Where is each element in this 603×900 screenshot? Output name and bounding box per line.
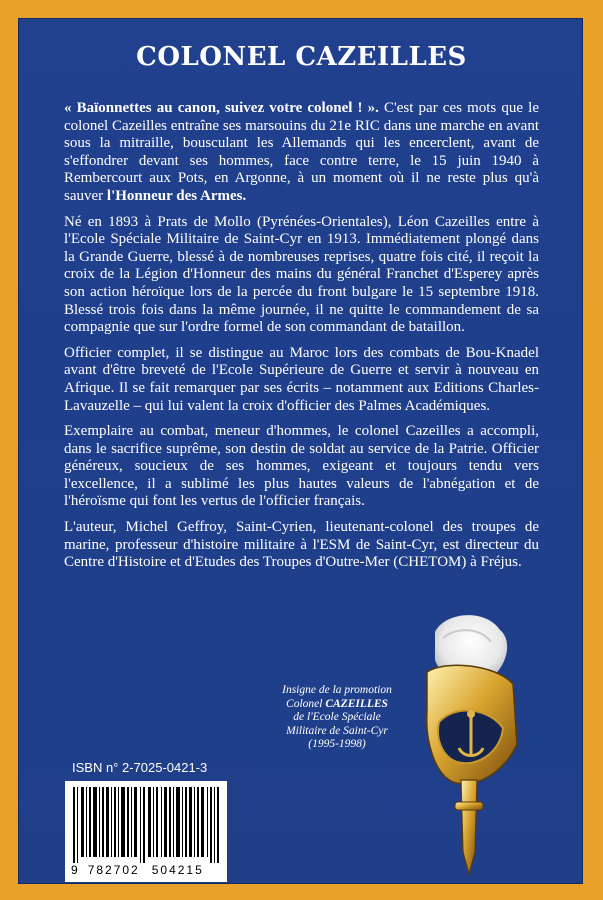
caption-colonel: Colonel bbox=[286, 697, 326, 710]
promotion-insignia-image bbox=[405, 612, 530, 882]
caption-line-3: de l'Ecole Spéciale bbox=[293, 711, 381, 723]
honneur-des-armes: l'Honneur des Armes. bbox=[106, 187, 247, 204]
caption-line-2 bbox=[262, 698, 412, 712]
barcode-digit-group-1: 782702 bbox=[87, 863, 140, 877]
opening-quote: « Baïonnettes au canon, suivez votre colonel ! ». bbox=[64, 100, 379, 116]
caption-line-1: Insigne de la promotion bbox=[282, 684, 392, 696]
caption-name: CAZEILLES bbox=[325, 697, 388, 710]
paragraph-1-text: C'est par ces mots que le colonel Cazeilles entraîne ses marsouins du 21e RIC dans une marche en avant sous la mitraille, bousculant les Allemands qui les encerclent, avant de s'effondrer devant ses hommes, face contre terre, le 15 juin 1940 à Rembercourt aux Pots, en Argonne, à un moment où il ne reste plus qu'à sauver bbox=[64, 100, 540, 204]
paragraph-2: Né en 1893 à Prats de Mollo (Pyrénées-Orientales), Léon Cazeilles entre à l'Ecole Spéciale Militaire de Saint-Cyr en 1913. Immédiatement plongé dans la Grande Guerre, blessé à de nombreuses reprises, quatre fois cité, il reçoit la croix de la Légion d'Honneur des mains du général Franchet d'Esperey après son action héroïque lors de la percée du front bulgare le 15 septembre 1918. Blessé trois fois dans la même journée, il ne quitte le commandement de sa compagnie que sur l'ordre formel de son commandant de bataillon. bbox=[64, 213, 539, 336]
barcode-digit-prefix: 9 bbox=[71, 863, 78, 877]
isbn-number: ISBN n° 2-7025-0421-3 bbox=[72, 760, 208, 775]
paragraph-1 bbox=[64, 100, 539, 206]
book-title: COLONEL CAZEILLES bbox=[136, 42, 467, 72]
barcode bbox=[65, 781, 227, 882]
barcode-digits bbox=[65, 863, 233, 877]
paragraph-5: L'auteur, Michel Geffroy, Saint-Cyrien, lieutenant-colonel des troupes de marine, professeur d'histoire militaire à l'ESM de Saint-Cyr, est directeur du Centre d'Histoire et d'Etudes des Troupes d'Outre-Mer (CHETOM) à Fréjus. bbox=[64, 519, 539, 571]
insignia-caption bbox=[262, 684, 412, 752]
barcode-bars bbox=[73, 787, 219, 863]
back-cover-text bbox=[64, 100, 539, 580]
barcode-digit-group-2: 504215 bbox=[151, 863, 204, 877]
paragraph-4: Exemplaire au combat, meneur d'hommes, le colonel Cazeilles a accompli, dans le sacrifice suprême, son destin de soldat au service de la Patrie. Officier généreux, soucieux de ses hommes, exigeant et toujours tendu vers l'excellence, il a sublimé les plus hautes valeurs de l'abnégation et de l'héroïsme qui font les vertus de l'officier français. bbox=[64, 423, 539, 510]
caption-line-5: (1995-1998) bbox=[308, 738, 366, 750]
paragraph-3: Officier complet, il se distingue au Maroc lors des combats de Bou-Knadel avant d'être breveté de l'Ecole Supérieure de Guerre et servir à nouveau en Afrique. Il se fait remarquer par ses écrits – notamment aux Editions Charles-Lavauzelle – qui lui valent la croix d'officier des Palmes Académiques. bbox=[64, 344, 539, 414]
caption-line-4: Militaire de Saint-Cyr bbox=[286, 724, 388, 737]
